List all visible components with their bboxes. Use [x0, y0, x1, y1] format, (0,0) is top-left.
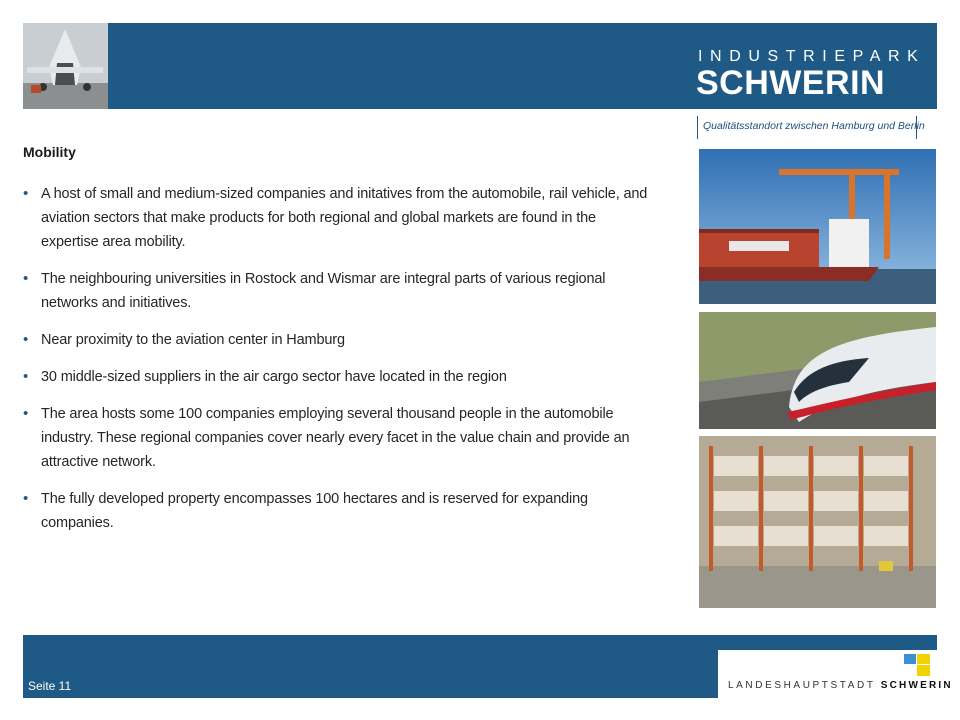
tagline: Qualitätsstandort zwischen Hamburg und Berlin	[703, 120, 925, 132]
bullet-item	[23, 328, 653, 352]
bullet-icon: •	[23, 270, 29, 287]
section-title: Mobility	[23, 144, 76, 160]
city-logo-icon	[904, 654, 930, 676]
bullet-list	[23, 182, 653, 548]
bullet-icon: •	[23, 405, 29, 422]
bullet-text: The area hosts some 100 companies employing several thousand people in the automobile industry. These regional companies cover nearly every facet in the value chain and provide an attractive network.	[41, 406, 630, 470]
bullet-item	[23, 402, 653, 474]
city-label	[728, 680, 953, 691]
page-number: Seite 11	[28, 679, 72, 693]
brand-subtitle: INDUSTRIEPARK	[698, 48, 926, 65]
bullet-item	[23, 182, 653, 254]
cargo-aircraft-photo	[23, 23, 108, 109]
warehouse-photo	[699, 436, 936, 608]
brand-title: SCHWERIN	[696, 64, 886, 102]
bullet-icon: •	[23, 185, 29, 202]
city-prefix: LANDESHAUPTSTADT	[728, 680, 876, 691]
bullet-icon: •	[23, 490, 29, 507]
high-speed-train-photo	[699, 312, 936, 429]
bullet-item	[23, 267, 653, 315]
container-ship-photo	[699, 149, 936, 304]
bullet-text: 30 middle-sized suppliers in the air cargo sector have located in the region	[41, 369, 507, 385]
bullet-icon: •	[23, 331, 29, 348]
bullet-text: The neighbouring universities in Rostock and Wismar are integral parts of various regional networks and initiatives.	[41, 271, 606, 311]
city-name: SCHWERIN	[880, 680, 953, 691]
bullet-icon: •	[23, 368, 29, 385]
bullet-text: A host of small and medium-sized companies and initatives from the automobile, rail vehicle, and aviation sectors that make products for both regional and global markets are found in the expertise area mobility.	[41, 186, 648, 250]
bullet-text: The fully developed property encompasses 100 hectares and is reserved for expanding companies.	[41, 491, 588, 531]
bullet-text: Near proximity to the aviation center in Hamburg	[41, 332, 345, 348]
bullet-item	[23, 487, 653, 535]
bullet-item	[23, 365, 653, 389]
